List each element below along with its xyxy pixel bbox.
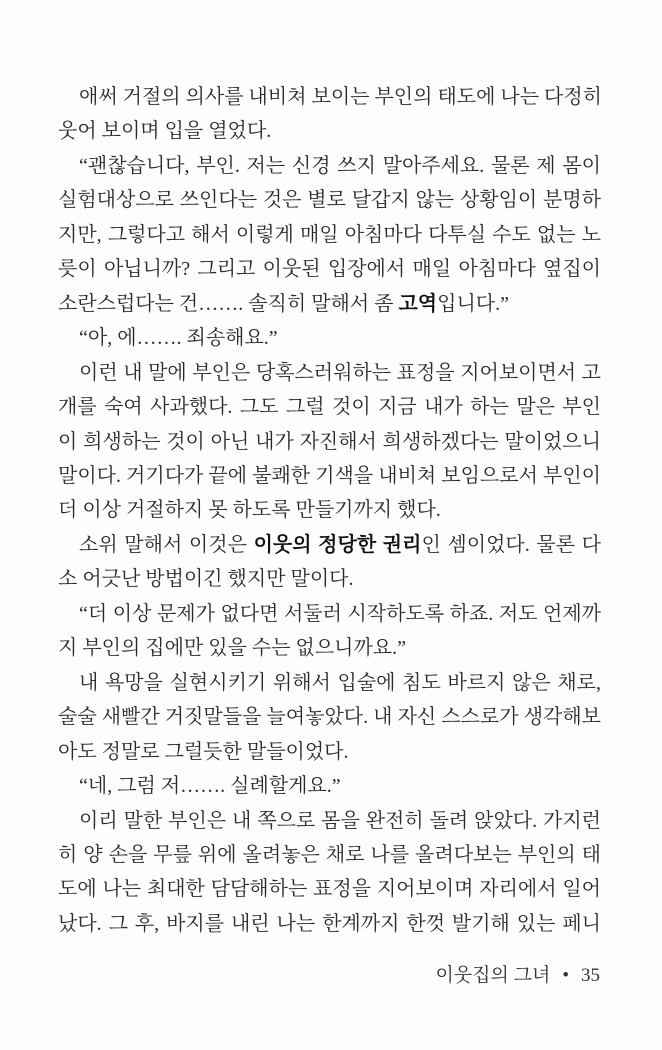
text-line xyxy=(58,872,601,906)
separator: • xyxy=(562,965,569,986)
text-line xyxy=(58,528,601,562)
text-line xyxy=(58,907,601,941)
text-line xyxy=(58,390,601,424)
text-run: 지만, 그렇다고 해서 이렇게 매일 아침마다 다투실 수도 없는 노 xyxy=(58,223,601,246)
text-run: 애써 거절의 의사를 내비쳐 보이는 부인의 태도에 나는 다정히 xyxy=(79,86,602,108)
text-run: 이런 내 말에 부인은 당혹스러워하는 표정을 지어보이면서 고 xyxy=(79,361,601,384)
text-run: 아도 정말로 그럴듯한 말들이었다. xyxy=(58,740,349,763)
text-line xyxy=(58,149,601,183)
text-line xyxy=(58,459,601,493)
text-line xyxy=(58,562,601,596)
text-run: 이 희생하는 것이 아닌 내가 자진해서 희생하겠다는 말이었으니 xyxy=(58,430,601,453)
text-line xyxy=(58,114,601,148)
text-run: “괜찮습니다, 부인. 저는 신경 쓰지 말아주세요. 물론 제 몸이 xyxy=(79,154,601,177)
bold-emphasis: 이웃의 정당한 권리 xyxy=(253,533,422,556)
text-run: 지 부인의 집에만 있을 수는 없으니까요.” xyxy=(58,637,406,660)
text-run: 릇이 아닙니까? 그리고 이웃된 입장에서 매일 아침마다 옆집이 xyxy=(58,258,601,281)
body-text xyxy=(58,80,601,941)
text-line xyxy=(58,769,601,803)
text-line xyxy=(58,666,601,700)
page-footer xyxy=(435,960,600,987)
page-number: 35 xyxy=(581,965,600,986)
text-run: “더 이상 문제가 없다면 서둘러 시작하도록 하죠. 저도 언제까 xyxy=(79,602,601,625)
text-run: “아, 에……. 죄송해요.” xyxy=(79,327,278,350)
text-line xyxy=(58,700,601,734)
text-run: 더 이상 거절하지 못 하도록 만들기까지 했다. xyxy=(58,499,441,522)
text-run: 인 셈이었다. 물론 다 xyxy=(421,533,602,556)
text-line xyxy=(58,218,601,252)
text-run: 이리 말한 부인은 내 쪽으로 몸을 완전히 돌려 앉았다. 가지런 xyxy=(79,809,601,832)
text-run: 실험대상으로 쓰인다는 것은 별로 달갑지 않는 상황임이 분명하 xyxy=(58,189,601,212)
text-run: 도에 나는 최대한 담담해하는 표정을 지어보이며 자리에서 일어 xyxy=(58,878,601,901)
text-run: 소 어긋난 방법이긴 했지만 말이다. xyxy=(58,568,354,591)
text-run: 입니다.” xyxy=(437,292,509,315)
text-run: 내 욕망을 실현시키기 위해서 입술에 침도 바르지 않은 채로, xyxy=(79,671,601,694)
text-line xyxy=(58,735,601,769)
text-line xyxy=(58,631,601,665)
text-line xyxy=(58,80,601,114)
text-line xyxy=(58,356,601,390)
text-run: 히 양 손을 무릎 위에 올려놓은 채로 나를 올려다보는 부인의 태 xyxy=(58,843,601,866)
bold-emphasis: 고역 xyxy=(398,292,438,315)
text-run: 났다. 그 후, 바지를 내린 나는 한계까지 한껏 발기해 있는 페니 xyxy=(58,912,601,935)
text-line xyxy=(58,252,601,286)
text-run: 술술 새빨간 거짓말들을 늘여놓았다. 내 자신 스스로가 생각해보 xyxy=(58,706,601,729)
text-line xyxy=(58,321,601,355)
text-run: 말이다. 거기다가 끝에 불쾌한 기색을 내비쳐 보임으로서 부인이 xyxy=(58,464,601,487)
text-line xyxy=(58,838,601,872)
text-run: 웃어 보이며 입을 열었다. xyxy=(58,120,272,143)
text-line xyxy=(58,183,601,217)
text-line xyxy=(58,804,601,838)
text-line xyxy=(58,597,601,631)
text-line xyxy=(58,493,601,527)
text-line xyxy=(58,287,601,321)
text-line xyxy=(58,425,601,459)
running-title: 이웃집의 그녀 xyxy=(435,965,551,986)
text-run: 소위 말해서 이것은 xyxy=(79,533,254,556)
text-run: “네, 그럼 저……. 실례할게요.” xyxy=(79,775,341,798)
text-run: 소란스럽다는 건……. 솔직히 말해서 좀 xyxy=(58,292,399,315)
text-run: 개를 숙여 사과했다. 그도 그럴 것이 지금 내가 하는 말은 부인 xyxy=(58,396,601,419)
